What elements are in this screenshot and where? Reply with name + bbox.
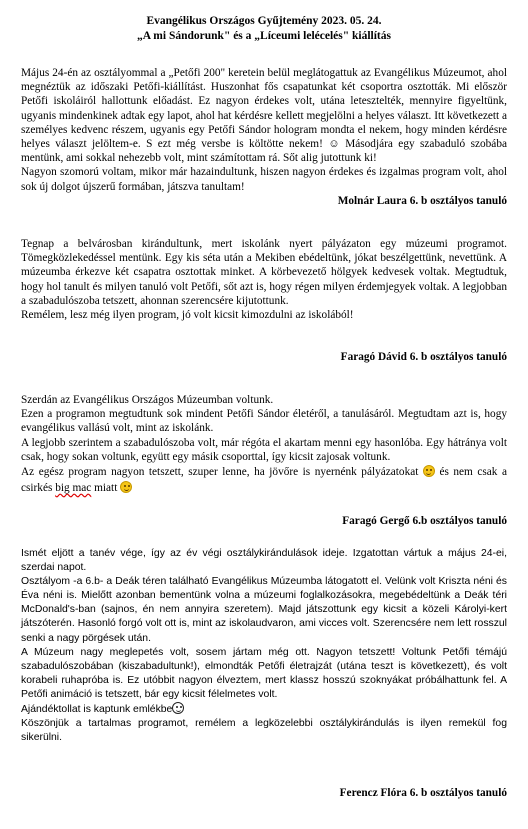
essay-1-paragraph: Május 24-én az osztályommal a „Petőfi 200" keretein belül meglátogattuk az Evangélikus Múzeumot, ahol megnéztük az időszaki Petőfi-kiállítást. Huszonhat fős csapatunkat két csoportra osztották. Mi először Petőfi iskoláiról hallottunk előadást. Ez nagyon érdekes volt, utána letesztelték, mennyire figyeltünk, ugyanis mindenkinek adtak egy lapot, ahol hat kérdésre kellett megjelölni a helyes választ. Itt következett a személyes kedvenc részem, ugyanis egy Petőfi Sándor hologram mondta el nekem, hogy minden kérdésre helyes választ jelöltem-e. S ezt még versbe is költötte nekem! ☺ Másodjára egy szabaduló szobába mentünk, ami sokkal nehezebb volt, mint számítottam rá. Sőt alig jutottunk ki! [21,67,507,165]
essay-3-text: big mac [55,482,92,495]
essay-3-text: Az egész program nagyon tetszett, szuper lenne, ha jövőre is nyernénk pályázatokat [21,466,419,479]
essay-3 [21,393,507,496]
essay-3-paragraph: Szerdán az Evangélikus Országos Múzeumban voltunk. [21,394,274,406]
essay-4-paragraph: A Múzeum nagy meglepetés volt, sosem jártam még ott. Nagyon tetszett! Voltunk Petőfi témájú szabadulószobában (kiszabadultunk!), elmondták Petőfi életrajzát (utána teszt is következett), és volt korabeli ruhapróba is. Ez utóbbit nagyon élveztem, mert klassz hosszú szoknyákat próbálhattunk fel. A Petőfi animáció is tetszett, bár egy kicsit félelmetes volt. [21,646,507,700]
smiley-icon [423,465,435,477]
essay-4-paragraph: Osztályom -a 6.b- a Deák téren található Evangélikus Múzeumba látogatott el. Velünk volt Kriszta néni és Éva néni is. Mielőtt azonban bementünk volna a múzeumi foglalkozásokra, megebédeltünk a Deák téri McDonald's-ban (sajnos, én nem annyira szeretem). Majd játszottunk egy kicsit a közeli Károlyi-kert játszóterén. Hasonló forgó volt ott is, mint az iskolaudvaron, ami vicces volt. Szerencsére nem lett rosszul senki a nagy pörgések után. [21,576,507,644]
essay-4-text: Ajándéktollat is kaptunk emlékbe [21,704,173,716]
essay-4-paragraph [21,702,507,717]
essay-1-signature: Molnár Laura 6. b osztályos tanuló [337,195,507,207]
smiley-icon [120,481,132,493]
essay-4-paragraph: Ismét eljött a tanév vége, így az év végi osztálykirándulások ideje. Izgatottan vártuk a május 24-ei, szerdai napot. [21,548,507,574]
essay-4-paragraph: Köszönjük a tartalmas programot, remélem a legközelebbi osztálykirándulás is ilyen remekül fog sikerülni. [21,718,507,744]
essay-3-signature: Faragó Gergő 6.b osztályos tanuló [342,515,507,527]
document-title: Evangélikus Országos Gyűjtemény 2023. 05. 24. [146,15,382,27]
essay-3-paragraph-last [21,464,507,496]
essay-1-paragraph: Nagyon szomorú voltam, mikor már hazaindultunk, hiszen nagyon érdekes és izgalmas program volt, ahol sok új dolgot újszerű formában, játszva tanultam! [21,166,507,193]
essay-2-signature: Faragó Dávid 6. b osztályos tanuló [340,351,507,363]
essay-2 [21,237,507,322]
essay-4-signature: Ferencz Flóra 6. b osztályos tanuló [339,787,507,799]
essay-3-text: és nem csak a csirkés [21,466,507,495]
essay-2-paragraph: Remélem, lesz még ilyen program, jó volt kicsit kimozdulni az iskolából! [21,309,354,322]
document-subtitle: „A mi Sándorunk" és a „Líceumi lelécelés" kiállítás [137,30,391,42]
essay-2-paragraph: Tegnap a belvárosban kirándultunk, mert iskolánk nyert pályázaton egy múzeumi programot. Tömegközlekedéssel mentünk. Egy kis séta után a Mekiben ebédeltünk, jókat beszélgettünk, nevettünk. A múzeumba érkezve két csapatra osztottak minket. A körbevezető hölgyek kedvesek voltak. Megtudtuk, hogy hol tanult és milyen tanuló volt Petőfi, sőt azt is, hogy régen milyen érdemjegyek voltak. A legjobban a szabadulószoba tetszett, ahonnan szerencsére kijutottunk. [21,238,507,307]
essay-4 [21,547,507,745]
essay-1 [21,66,507,194]
smiley-icon [172,702,184,714]
essay-3-paragraph: A legjobb szerintem a szabadulószoba volt, már régóta el akartam menni egy hasonlóba. Egy hátránya volt csak, hogy sokan voltunk, együtt egy másik csoporttal, így kicsit zajosak voltunk. [21,436,507,463]
essay-3-paragraph: Ezen a programon megtudtunk sok mindent Petőfi Sándor életéről, a tanulásáról. Megtudtam azt is, hogy evangélikus vallású volt, mint az iskolánk. [21,408,507,435]
essay-3-text: miatt [94,482,118,495]
